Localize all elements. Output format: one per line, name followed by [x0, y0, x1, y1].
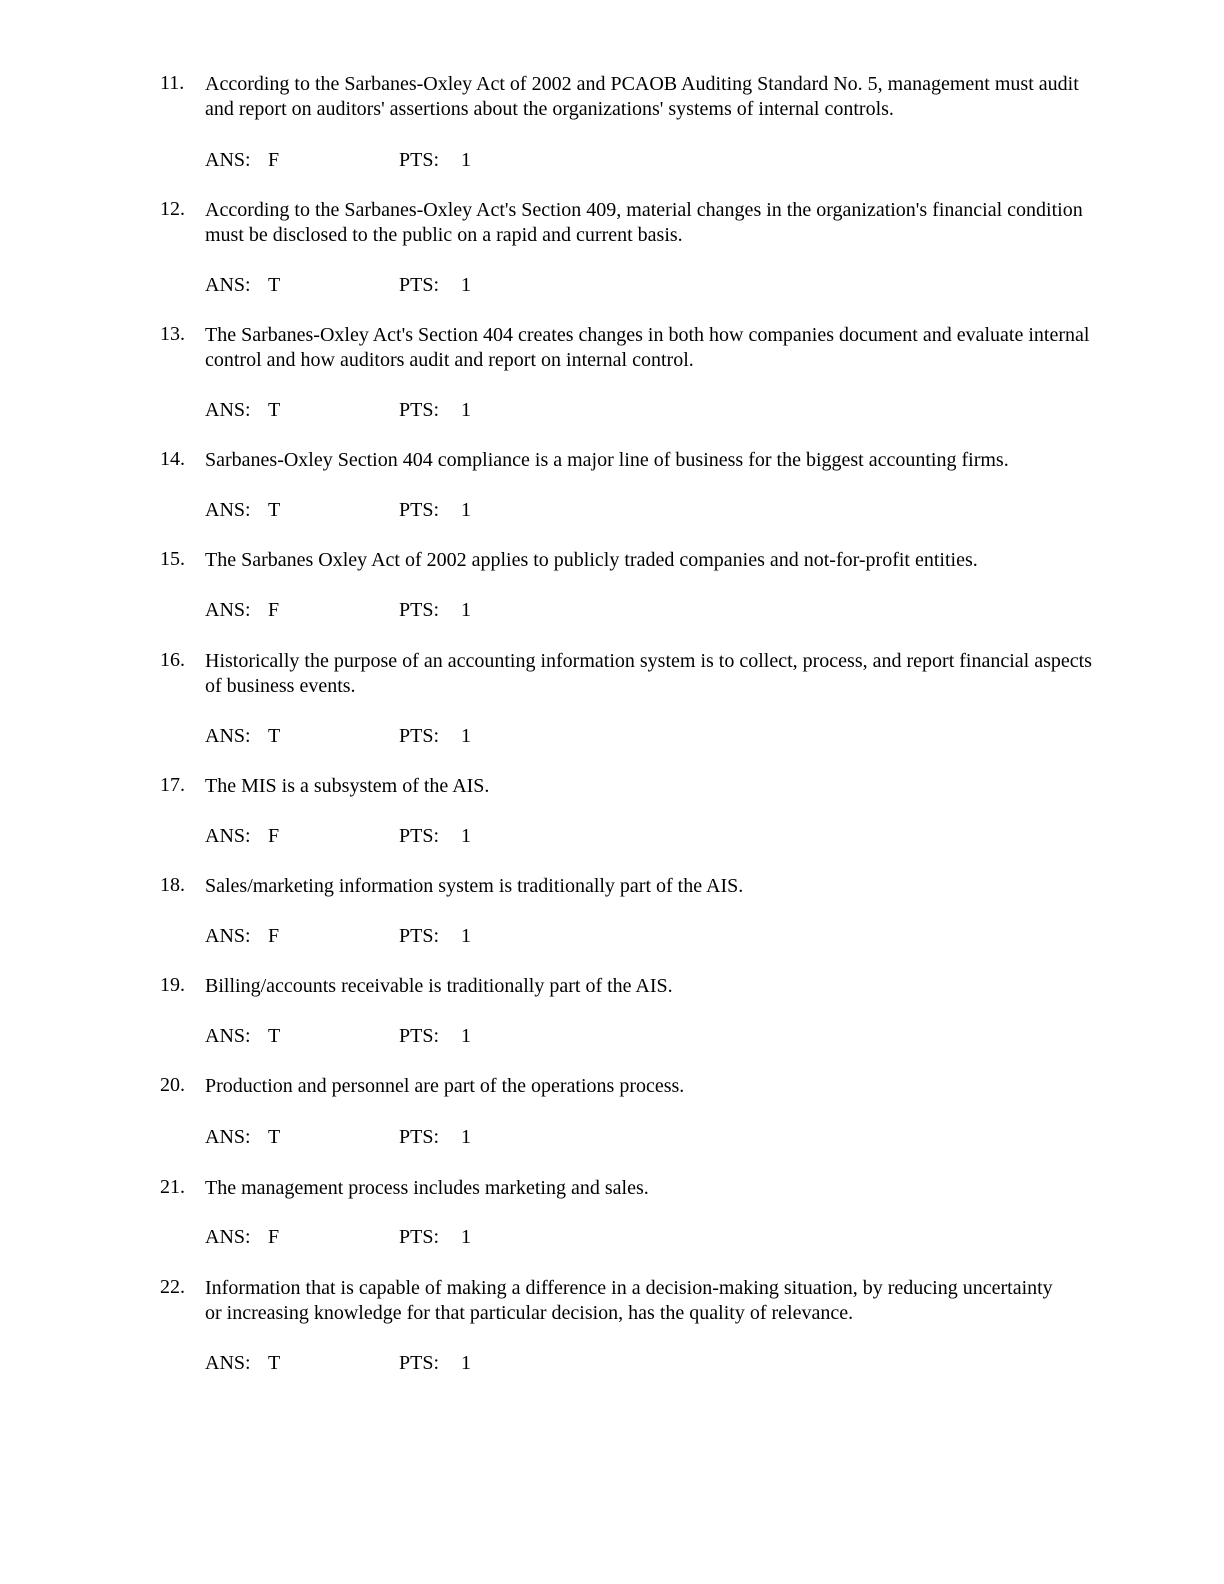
ans-label: ANS: [205, 399, 251, 421]
pts-value: 1 [461, 825, 471, 847]
ans-label: ANS: [205, 499, 251, 521]
question-number: 15. [160, 548, 185, 570]
answer-line-14 [0, 498, 1224, 523]
ans-value: T [268, 1352, 281, 1374]
question-text: Sarbanes-Oxley Section 404 compliance is a major line of business for the biggest accounting firms. [205, 449, 1009, 471]
question-number: 13. [160, 323, 185, 345]
question-number: 14. [160, 448, 185, 470]
answer-line-15 [0, 598, 1224, 623]
question-number: 19. [160, 974, 185, 996]
ans-value: F [268, 1226, 280, 1248]
question-number: 21. [160, 1176, 185, 1198]
ans-label: ANS: [205, 1352, 251, 1374]
pts-label: PTS: [399, 1126, 440, 1148]
question-text: The management process includes marketing and sales. [205, 1177, 649, 1199]
pts-label: PTS: [399, 925, 440, 947]
pts-label: PTS: [399, 1226, 440, 1248]
question-text: Production and personnel are part of the operations process. [205, 1075, 685, 1097]
question-number: 20. [160, 1074, 185, 1096]
question-number: 16. [160, 649, 185, 671]
ans-value: T [268, 499, 281, 521]
ans-value: T [268, 399, 281, 421]
ans-value: T [268, 1025, 281, 1047]
pts-value: 1 [461, 599, 471, 621]
answer-line-12 [0, 273, 1224, 298]
pts-label: PTS: [399, 499, 440, 521]
pts-value: 1 [461, 499, 471, 521]
ans-label: ANS: [205, 1126, 251, 1148]
pts-value: 1 [461, 149, 471, 171]
question-text: According to the Sarbanes-Oxley Act's Section 409, material changes in the organization's financial condition must be disclosed to the public on a rapid and current basis. [205, 199, 1083, 246]
pts-label: PTS: [399, 599, 440, 621]
ans-value: F [268, 925, 280, 947]
pts-value: 1 [461, 1226, 471, 1248]
pts-label: PTS: [399, 1025, 440, 1047]
question-text: The MIS is a subsystem of the AIS. [205, 775, 490, 797]
pts-value: 1 [461, 1352, 471, 1374]
question-text: The Sarbanes Oxley Act of 2002 applies to publicly traded companies and not-for-profit entities. [205, 549, 978, 571]
ans-value: T [268, 274, 281, 296]
ans-value: T [268, 1126, 281, 1148]
question-text: The Sarbanes-Oxley Act's Section 404 creates changes in both how companies document and evaluate internal control and how auditors audit and report on internal control. [205, 324, 1090, 371]
question-text: Historically the purpose of an accounting information system is to collect, process, and report financial aspects of business events. [205, 650, 1092, 697]
pts-value: 1 [461, 725, 471, 747]
ans-value: F [268, 599, 280, 621]
question-number: 12. [160, 198, 185, 220]
ans-label: ANS: [205, 725, 251, 747]
pts-label: PTS: [399, 399, 440, 421]
answer-line-20 [0, 1125, 1224, 1150]
question-number: 11. [160, 72, 185, 94]
pts-value: 1 [461, 1025, 471, 1047]
question-text: Billing/accounts receivable is traditionally part of the AIS. [205, 975, 673, 997]
question-text: According to the Sarbanes-Oxley Act of 2002 and PCAOB Auditing Standard No. 5, management must audit and report on auditors' assertions about the organizations' systems of internal controls. [205, 73, 1079, 120]
ans-value: T [268, 725, 281, 747]
ans-label: ANS: [205, 599, 251, 621]
pts-value: 1 [461, 399, 471, 421]
pts-label: PTS: [399, 825, 440, 847]
answer-line-19 [0, 1024, 1224, 1049]
answer-line-16 [0, 724, 1224, 749]
answer-line-21 [0, 1225, 1224, 1250]
question-text: Sales/marketing information system is traditionally part of the AIS. [205, 875, 744, 897]
pts-label: PTS: [399, 149, 440, 171]
question-number: 22. [160, 1276, 185, 1298]
ans-label: ANS: [205, 149, 251, 171]
answer-line-22 [0, 1351, 1224, 1376]
question-text: Information that is capable of making a difference in a decision-making situation, by reducing uncertainty or increasing knowledge for that particular decision, has the quality of relevance. [205, 1277, 1053, 1324]
pts-label: PTS: [399, 274, 440, 296]
ans-value: F [268, 825, 280, 847]
pts-label: PTS: [399, 725, 440, 747]
ans-label: ANS: [205, 1226, 251, 1248]
pts-value: 1 [461, 925, 471, 947]
pts-value: 1 [461, 1126, 471, 1148]
answer-line-13 [0, 398, 1224, 423]
ans-value: F [268, 149, 280, 171]
question-number: 17. [160, 774, 185, 796]
pts-label: PTS: [399, 1352, 440, 1374]
ans-label: ANS: [205, 1025, 251, 1047]
answer-line-18 [0, 924, 1224, 949]
pts-value: 1 [461, 274, 471, 296]
answer-line-11 [0, 148, 1224, 173]
ans-label: ANS: [205, 925, 251, 947]
ans-label: ANS: [205, 825, 251, 847]
ans-label: ANS: [205, 274, 251, 296]
question-number: 18. [160, 874, 185, 896]
answer-line-17 [0, 824, 1224, 849]
